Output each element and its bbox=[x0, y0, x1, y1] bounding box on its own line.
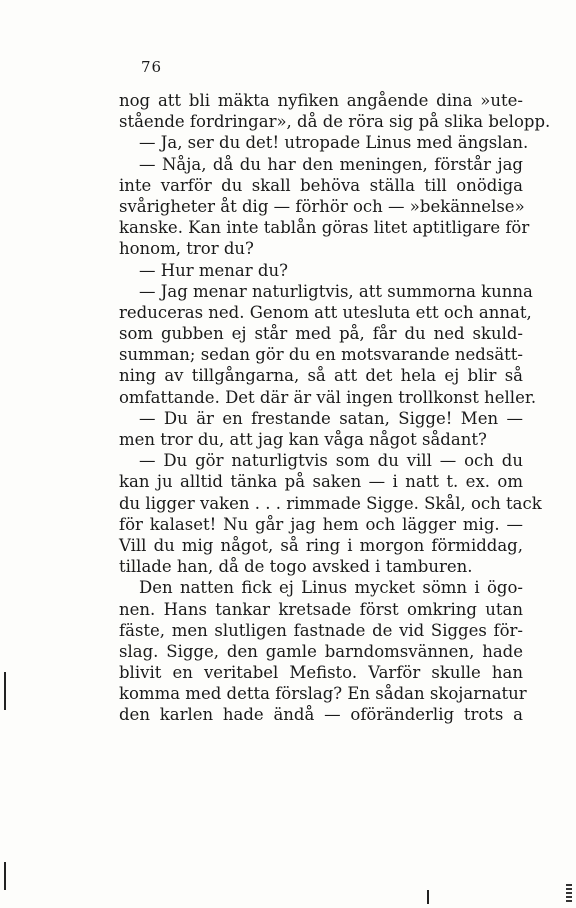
text-line: — Ja, ser du det! utropade Linus med ängslan. bbox=[139, 133, 529, 153]
text-line: den karlen hade ändå — oföränderlig trots a bbox=[119, 705, 523, 725]
scan-artifact-left-bar bbox=[4, 672, 6, 710]
text-line: du ligger vaken . . . rimmade Sigge. Skål, och tack bbox=[119, 493, 542, 513]
text-line: för kalaset! Nu går jag hem och lägger mig. — bbox=[119, 514, 523, 534]
text-line: Vill du mig något, så ring i morgon förmiddag, bbox=[119, 535, 523, 555]
text-line: Den natten fick ej Linus mycket sömn i ögo- bbox=[139, 578, 523, 598]
text-line: honom, tror du? bbox=[119, 239, 254, 259]
text-line: ning av tillgångarna, så att det hela ej blir så bbox=[119, 366, 523, 386]
text-line: blivit en veritabel Mefisto. Varför skulle han bbox=[119, 663, 523, 683]
text-line: tillade han, då de togo avsked i tamburen. bbox=[119, 557, 473, 577]
text-line: — Du är en frestande satan, Sigge! Men — bbox=[139, 408, 523, 428]
text-line: men tror du, att jag kan våga något sådant? bbox=[119, 430, 487, 449]
text-line: slag. Sigge, den gamle barndomsvännen, hade bbox=[119, 641, 523, 661]
text-line: som gubben ej står med på, får du ned skuld- bbox=[119, 324, 523, 344]
scan-artifact-left-bottom bbox=[4, 862, 6, 890]
text-line: — Du gör naturligtvis som du vill — och du bbox=[139, 451, 523, 471]
body-text bbox=[119, 90, 551, 726]
text-line: stående fordringar», då de röra sig på slika belopp. bbox=[119, 112, 551, 132]
text-line: fäste, men slutligen fastnade de vid Sigges för- bbox=[119, 620, 523, 640]
text-line: nen. Hans tankar kretsade först omkring utan bbox=[119, 599, 523, 619]
text-line: — Nåja, då du har den meningen, förstår jag bbox=[139, 154, 523, 174]
text-line: — Jag menar naturligtvis, att summorna kunna bbox=[139, 281, 533, 301]
text-line: kanske. Kan inte tablån göras litet aptitligare för bbox=[119, 218, 530, 238]
text-line: — Hur menar du? bbox=[139, 260, 288, 280]
text-line: svårigheter åt dig — förhör och — »bekännelse» bbox=[119, 196, 525, 216]
text-line: reduceras ned. Genom att utesluta ett och annat, bbox=[119, 302, 532, 322]
text-line: kan ju alltid tänka på saken — i natt t. ex. om bbox=[119, 472, 523, 492]
text-line: komma med detta förslag? En sådan skojarnatur bbox=[119, 684, 527, 704]
text-line: summan; sedan gör du en motsvarande nedsätt- bbox=[119, 345, 523, 365]
text-line: inte varför du skall behöva ställa till onödiga bbox=[119, 175, 523, 195]
text-line: omfattande. Det där är väl ingen trollkonst heller. bbox=[119, 387, 537, 407]
page-number: 76 bbox=[141, 58, 163, 76]
scan-artifact-bottom-mark bbox=[427, 890, 429, 904]
scan-artifact-right-edge bbox=[566, 884, 572, 902]
text-line: nog att bli mäkta nyfiken angående dina »ute- bbox=[119, 91, 523, 110]
